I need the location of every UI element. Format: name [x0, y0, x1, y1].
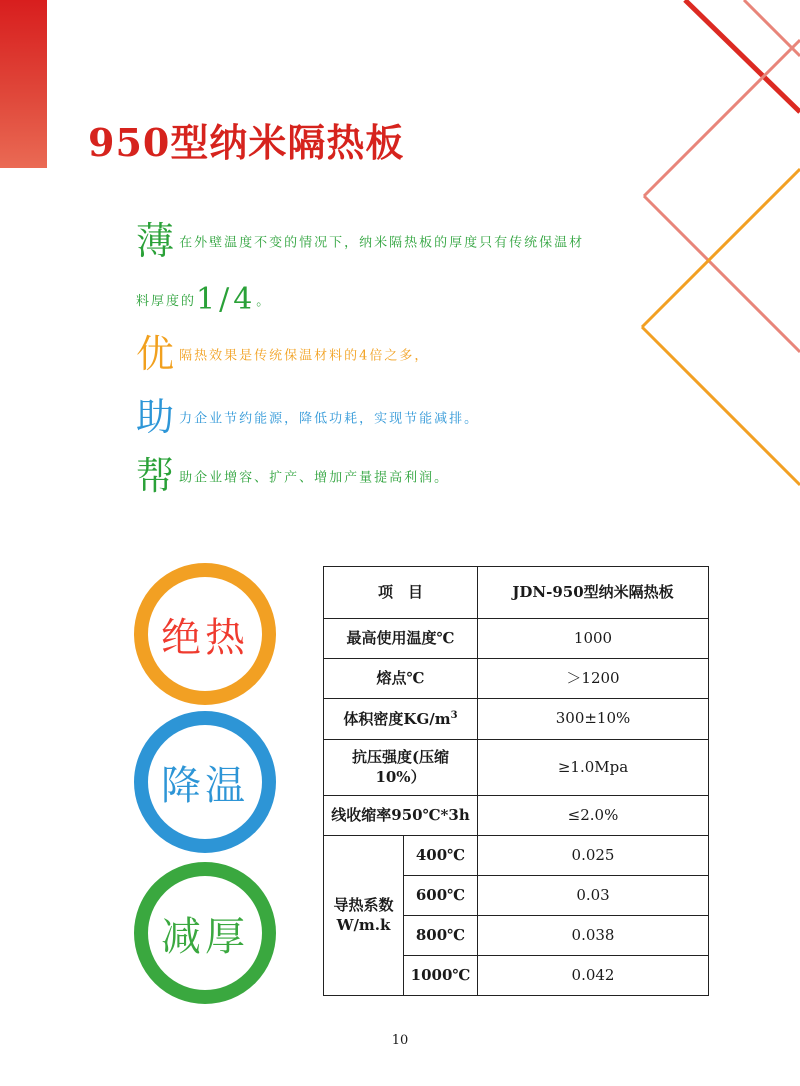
- continuation-prefix: 料厚度的: [136, 294, 197, 309]
- badge-label: 绝热: [161, 614, 249, 661]
- row-name: 熔点℃: [324, 659, 478, 699]
- conductivity-temp: 600℃: [404, 876, 478, 916]
- header-item: 项 目: [324, 567, 478, 619]
- conductivity-temp: 400℃: [404, 836, 478, 876]
- badge-thinning: [134, 862, 276, 1004]
- row-name: 抗压强度(压缩: [351, 748, 450, 766]
- conductivity-label: 导热系数: [333, 896, 394, 914]
- feature-char: 薄: [136, 219, 175, 263]
- row-name-superscript: 3: [450, 709, 458, 721]
- conductivity-value: 0.025: [478, 836, 709, 876]
- continuation-suffix: 。: [256, 294, 272, 309]
- row-name: 体积密度KG/m: [343, 709, 451, 728]
- feature-thin: [136, 219, 585, 263]
- badge-label: 减厚: [161, 913, 249, 960]
- deco-line-pink-2: [644, 40, 800, 196]
- row-value: ＞1200: [478, 659, 709, 699]
- table-row: [324, 796, 709, 836]
- badge-label: 降温: [161, 762, 249, 809]
- feature-text: 隔热效果是传统保温材料的4倍之多，: [179, 348, 430, 364]
- conductivity-value: 0.03: [478, 876, 709, 916]
- feature-text: 助企业增容、扩产、增加产量提高利润。: [179, 470, 450, 486]
- row-name-line2: 10%）: [375, 767, 426, 786]
- row-name: 线收缩率950℃*3h: [324, 796, 478, 836]
- table-row: [324, 836, 709, 876]
- page-number: 10: [391, 1033, 409, 1048]
- row-name-cell: [324, 699, 478, 740]
- feature-assist: [136, 454, 450, 498]
- deco-line-pink-3: [644, 196, 800, 352]
- continuation-fraction: 1/4: [196, 282, 257, 317]
- row-value: ≥1.0Mpa: [478, 740, 709, 796]
- row-name-cell: [324, 740, 478, 796]
- feature-text: 力企业节约能源，降低功耗，实现节能减排。: [179, 411, 480, 427]
- table-row: [324, 659, 709, 699]
- table-row: [324, 740, 709, 796]
- page-title: 950型纳米隔热板: [88, 120, 405, 165]
- deco-line-orange-1: [642, 169, 800, 327]
- table-row: [324, 619, 709, 659]
- conductivity-value: 0.042: [478, 956, 709, 996]
- deco-line-orange-2: [642, 327, 800, 485]
- feature-help: [136, 395, 480, 439]
- feature-char: 助: [136, 395, 175, 439]
- feature-thin-continuation: [136, 282, 271, 317]
- feature-text: 在外壁温度不变的情况下，纳米隔热板的厚度只有传统保温材: [179, 235, 585, 251]
- badge-cooling: [134, 711, 276, 853]
- spec-table: [323, 566, 709, 996]
- row-name: 最高使用温度℃: [324, 619, 478, 659]
- header-product: JDN-950型纳米隔热板: [478, 567, 709, 619]
- row-value: 1000: [478, 619, 709, 659]
- feature-char: 帮: [136, 454, 175, 498]
- row-value: ≤2.0%: [478, 796, 709, 836]
- conductivity-value: 0.038: [478, 916, 709, 956]
- conductivity-temp: 1000℃: [404, 956, 478, 996]
- table-row: [324, 699, 709, 740]
- conductivity-unit: W/m.k: [336, 915, 391, 934]
- badge-insulation: [134, 563, 276, 705]
- feature-superior: [136, 332, 430, 376]
- feature-char: 优: [136, 332, 175, 376]
- conductivity-label-cell: [324, 836, 404, 996]
- table-header-row: [324, 567, 709, 619]
- conductivity-temp: 800℃: [404, 916, 478, 956]
- row-value: 300±10%: [478, 699, 709, 740]
